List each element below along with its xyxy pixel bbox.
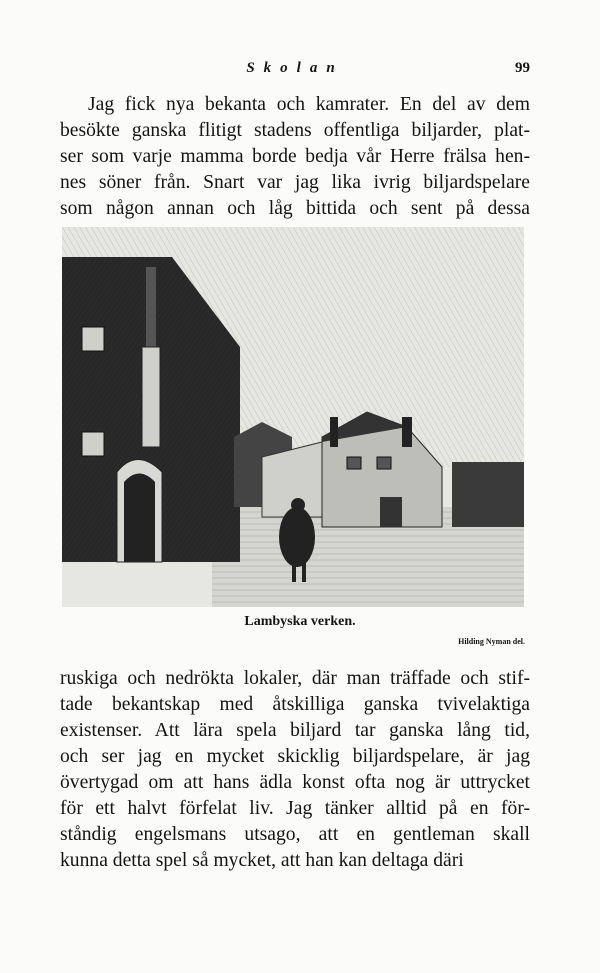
text-line: Jag fick nya bekanta och kamrater. En del av dem [88,94,530,115]
text-line: ståndig engelsmans utsago, att en gentleman skall [60,824,530,845]
illustration [62,227,524,607]
page-number: 99 [515,60,530,76]
text-line: övertygad om att hans ädla konst ofta nog är uttrycket [60,772,530,793]
far-building [452,462,524,527]
window [82,327,104,351]
text-line: besökte ganska flitigt stadens offentliga biljarder, plat- [60,120,530,141]
figure-credit: Hilding Nyman del. [458,637,525,646]
text-line: som någon annan och låg bittida och sent på dessa [60,198,530,219]
window [82,432,104,456]
text-line: tade bekantskap med åtskilliga ganska tvivelaktiga [60,694,530,715]
text-line: kunna detta spel så mycket, att han kan deltaga däri [60,850,464,871]
text-line: ruskiga och nedrökta lokaler, där man träffade och stif- [60,668,530,689]
paragraph-top [60,92,530,222]
street-scene-drawing [62,227,524,607]
text-line: för ett halvt förfelat liv. Jag tänker alltid på en för- [60,798,530,819]
text-line: existenser. Att lära spela biljard tar ganska lång tid, [60,720,530,741]
figure-caption: Lambyska verken. [244,614,356,629]
page-header [60,60,530,88]
text-line: nes söner från. Snart var jag lika ivrig biljardspelare [60,172,530,193]
text-line: ser som varje mamma borde bedja vår Herre frälsa hen- [60,146,530,167]
running-title: Skolan [246,60,344,76]
text-line: och ser jag en mycket skicklig biljardspelare, är jag [60,746,530,767]
paragraph-bottom [60,666,530,874]
figure [279,507,315,567]
